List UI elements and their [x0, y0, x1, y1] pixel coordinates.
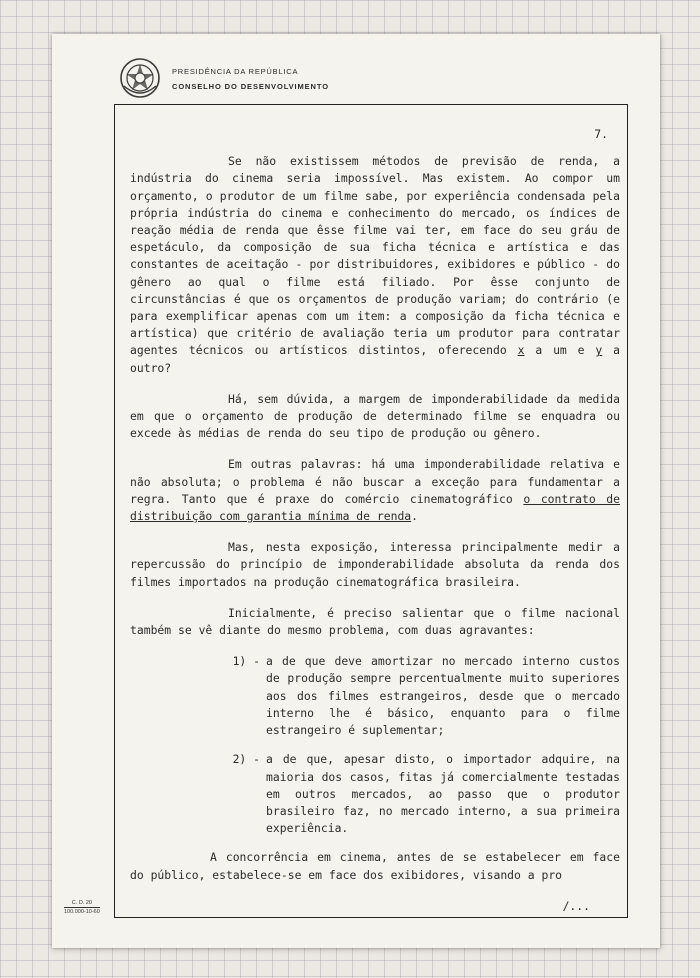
list-item-number: 2) - [232, 752, 260, 767]
list-item-number: 1) - [232, 654, 260, 669]
list-item-text: a de que, apesar disto, o importador adquire, na maioria dos casos, fitas já comercialmente testadas em outros mercados, ao passo que o produtor brasileiro faz, no mercado interno, a sua primeira experiência. [266, 752, 620, 836]
contract-underlined: o contrato de distribuição com garantia mínima de renda [130, 491, 621, 524]
variable-x: x [517, 343, 525, 358]
paragraph-3-end: . [411, 509, 419, 524]
paragraph-5: Inicialmente, é preciso salientar que o filme nacional também se vê diante do mesmo problema, com duas agravantes: [130, 605, 620, 638]
document-body [130, 126, 620, 915]
paragraph-1-text: Se não existissem métodos de previsão de renda, a indústria do cinema seria impossível. Mas existem. Ao compor um orçamento, o produtor de um filme sabe, por experiência condensada pela própria indústria do cinema e conhecimento do mercado, os índices de reação média de renda que êsse filme vai ter, em face do seu gráu de espetáculo, da composição de sua ficha técnica e artística e das constantes de aceitação - por distribuidores, exibidores e público - do gênero ao qual o filme está filiado. Por êsse conjunto de circunstâncias é que os orçamentos de produção variam; do contrário (e para exemplificar apenas com um item: a composição da ficha técnica e artística) que critério de avaliação teria um produtor para contratar agentes técnicos ou artísticos distintos, oferecendo [130, 154, 620, 358]
paragraph-4: Mas, nesta exposição, interessa principalmente medir a repercussão do princípio de imponderabilidade absoluta da renda dos filmes importados na produção cinematográfica brasileira. [130, 540, 620, 589]
paragraph-1-mid: a um e [524, 343, 596, 358]
coat-of-arms-seal-icon [118, 56, 162, 100]
document-page [52, 34, 660, 948]
paragraph-1-end: a outro? [130, 343, 621, 375]
page-number: 7. [594, 127, 608, 141]
paragraph-6: A concorrência em cinema, antes de se estabelecer em face do público, estabelece-se em face dos exibidores, visando a pro [130, 850, 620, 882]
paragraph-2: Há, sem dúvida, a margem de imponderabilidade da medida em que o orçamento de produção de determinado filme se enquadra ou excede às médias de renda do seu tipo de produção ou gênero. [130, 391, 620, 441]
letterhead-presidency: PRESIDÊNCIA DA REPÚBLICA [172, 67, 299, 76]
letterhead [172, 67, 329, 91]
list-item [130, 751, 620, 837]
paragraph-3 [130, 456, 620, 525]
form-code [64, 900, 100, 915]
form-code-number: C. D. 20 [64, 900, 100, 908]
paragraph-3-text: Em outras palavras: há uma imponderabilidade relativa e não absoluta; o problema é não buscar a exceção para fundamentar a regra. Tanto que é praxe do comércio cinematográfico [130, 457, 620, 506]
continuation-mark: /... [562, 898, 590, 913]
paragraph-1 [130, 153, 620, 377]
variable-y: y [595, 343, 603, 358]
list-item [130, 653, 620, 739]
letterhead-council: CONSELHO DO DESENVOLVIMENTO [172, 82, 329, 91]
form-print-run: 100.000-10-60 [64, 909, 100, 915]
list-item-text: a de que deve amortizar no mercado interno custos de produção sempre percentualmente muito superiores aos dos filmes estrangeiros, desde que o mercado interno lhe é básico, enquanto para o filme estrangeiro é suplementar; [266, 654, 620, 738]
